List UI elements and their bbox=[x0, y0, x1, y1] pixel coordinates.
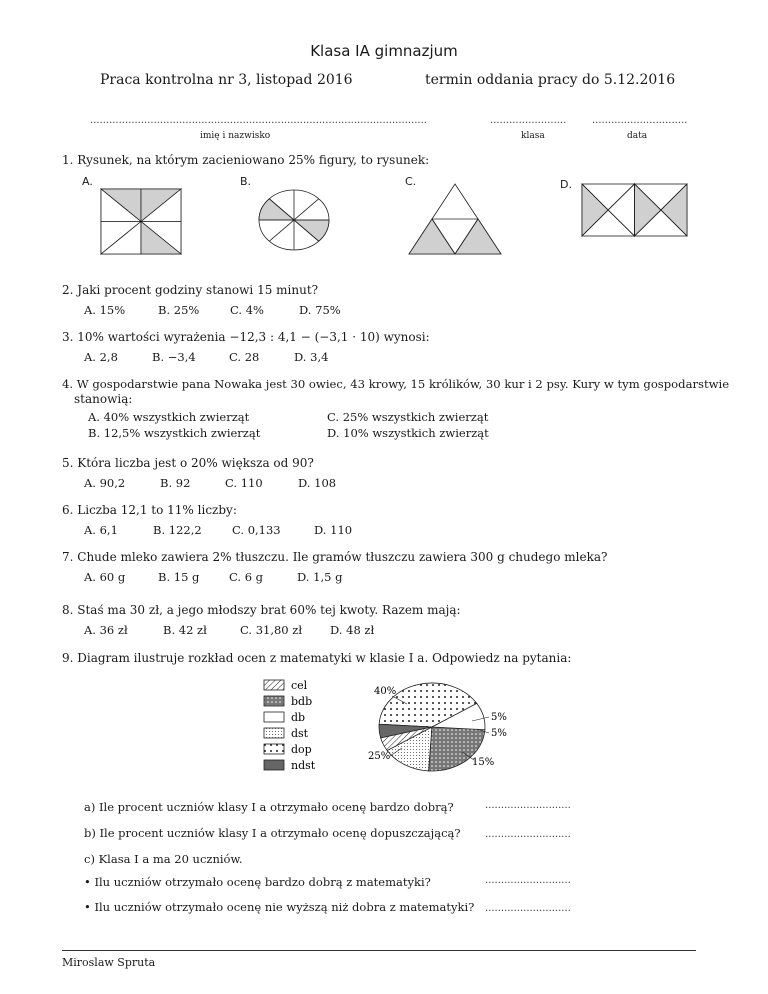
q7-option-c[interactable]: C. 6 g bbox=[229, 570, 264, 584]
page-title: Klasa IA gimnazjum bbox=[310, 42, 458, 60]
due-date: termin oddania pracy do 5.12.2016 bbox=[425, 72, 676, 88]
question-9: 9. Diagram ilustruje rozkład ocen z matematyki w klasie I a. Odpowiedz na pytania: bbox=[62, 651, 572, 665]
q1-option-a[interactable]: A. bbox=[82, 175, 93, 188]
legend-label-dst: dst bbox=[291, 727, 309, 740]
q4-option-d[interactable]: D. 10% wszystkich zwierząt bbox=[327, 426, 489, 440]
q7-option-a[interactable]: A. 60 g bbox=[84, 570, 126, 584]
question-2: 2. Jaki procent godziny stanowi 15 minut? bbox=[62, 283, 319, 297]
q4-option-c[interactable]: C. 25% wszystkich zwierząt bbox=[327, 410, 489, 424]
q5-option-c[interactable]: C. 110 bbox=[225, 476, 263, 490]
class-field[interactable]: ........................ bbox=[490, 115, 567, 126]
q8-option-c[interactable]: C. 31,80 zł bbox=[240, 623, 303, 637]
figure-b bbox=[258, 189, 330, 251]
question-6: 6. Liczba 12,1 to 11% liczby: bbox=[62, 503, 237, 517]
answer-c2[interactable]: ........................... bbox=[485, 903, 571, 914]
subquestion-c: c) Klasa I a ma 20 uczniów. bbox=[84, 852, 243, 866]
subquestion-a: a) Ile procent uczniów klasy I a otrzymało ocenę bardzo dobrą? bbox=[84, 800, 454, 814]
pie-label-2: 5% bbox=[491, 728, 507, 739]
legend-swatch-cel bbox=[264, 680, 284, 690]
legend-label-cel: cel bbox=[291, 679, 308, 692]
date-field[interactable]: .............................. bbox=[592, 115, 687, 126]
question-8: 8. Staś ma 30 zł, a jego młodszy brat 60% tej kwoty. Razem mają: bbox=[62, 603, 461, 617]
q2-option-b[interactable]: B. 25% bbox=[158, 303, 200, 317]
q3-option-c[interactable]: C. 28 bbox=[229, 350, 260, 364]
footer-author: Miroslaw Spruta bbox=[62, 956, 156, 969]
legend-label-db: db bbox=[291, 711, 306, 724]
q3-option-d[interactable]: D. 3,4 bbox=[294, 350, 329, 364]
q7-option-b[interactable]: B. 15 g bbox=[158, 570, 200, 584]
legend-swatch-bdb bbox=[264, 696, 284, 706]
q7-option-d[interactable]: D. 1,5 g bbox=[297, 570, 343, 584]
question-7: 7. Chude mleko zawiera 2% tłuszczu. Ile gramów tłuszczu zawiera 300 g chudego mleka? bbox=[62, 550, 608, 564]
legend-swatch-dop bbox=[264, 744, 284, 754]
legend-swatch-db bbox=[264, 712, 284, 722]
q2-option-a[interactable]: A. 15% bbox=[84, 303, 126, 317]
class-label: klasa bbox=[521, 131, 545, 141]
subquestion-c1: • Ilu uczniów otrzymało ocenę bardzo dobrą z matematyki? bbox=[84, 875, 431, 889]
legend-swatch-ndst bbox=[264, 760, 284, 770]
q8-option-a[interactable]: A. 36 zł bbox=[84, 623, 128, 637]
name-label: imię i nazwisko bbox=[200, 131, 271, 141]
assignment-title: Praca kontrolna nr 3, listopad 2016 bbox=[100, 72, 353, 88]
figure-a bbox=[101, 189, 181, 254]
legend-label-ndst: ndst bbox=[291, 759, 316, 772]
q5-option-a[interactable]: A. 90,2 bbox=[84, 476, 126, 490]
q1-option-b[interactable]: B. bbox=[240, 175, 252, 188]
q2-option-c[interactable]: C. 4% bbox=[230, 303, 264, 317]
q1-option-c[interactable]: C. bbox=[405, 175, 417, 188]
question-1: 1. Rysunek, na którym zacieniowano 25% figury, to rysunek: bbox=[62, 153, 430, 167]
q6-option-a[interactable]: A. 6,1 bbox=[84, 523, 118, 537]
q5-option-d[interactable]: D. 108 bbox=[298, 476, 337, 490]
q3-option-b[interactable]: B. −3,4 bbox=[152, 350, 196, 364]
answer-b[interactable]: ........................... bbox=[485, 829, 571, 840]
question-4-cont: stanowią: bbox=[74, 392, 133, 406]
legend-label-dop: dop bbox=[291, 743, 312, 756]
pie-label-4: 25% bbox=[368, 751, 391, 762]
q4-option-b[interactable]: B. 12,5% wszystkich zwierząt bbox=[88, 426, 261, 440]
q5-option-b[interactable]: B. 92 bbox=[160, 476, 191, 490]
question-4: 4. W gospodarstwie pana Nowaka jest 30 owiec, 43 krowy, 15 królików, 30 kur i 2 psy. Kury w tym gospodarstwie bbox=[62, 377, 730, 391]
q8-option-d[interactable]: D. 48 zł bbox=[330, 623, 375, 637]
q8-option-b[interactable]: B. 42 zł bbox=[163, 623, 207, 637]
question-3: 3. 10% wartości wyrażenia −12,3 : 4,1 − (−3,1 · 10) wynosi: bbox=[62, 330, 430, 344]
figure-c bbox=[409, 184, 501, 254]
pie-label-3: 15% bbox=[472, 757, 495, 768]
answer-c1[interactable]: ........................... bbox=[485, 875, 571, 886]
answer-a[interactable]: ........................... bbox=[485, 800, 571, 811]
date-label: data bbox=[627, 131, 648, 141]
pie-label-0: 40% bbox=[374, 686, 397, 697]
q6-option-b[interactable]: B. 122,2 bbox=[153, 523, 202, 537]
subquestion-b: b) Ile procent uczniów klasy I a otrzymało ocenę dopuszczającą? bbox=[84, 826, 461, 840]
q6-option-d[interactable]: D. 110 bbox=[314, 523, 353, 537]
pie-label-1: 5% bbox=[491, 712, 507, 723]
subquestion-c2: • Ilu uczniów otrzymało ocenę nie wyższą niż dobra z matematyki? bbox=[84, 900, 475, 914]
question-5: 5. Która liczba jest o 20% większa od 90? bbox=[62, 456, 314, 470]
q6-option-c[interactable]: C. 0,133 bbox=[232, 523, 281, 537]
figure-d bbox=[582, 184, 687, 236]
q2-option-d[interactable]: D. 75% bbox=[299, 303, 341, 317]
legend-label-bdb: bdb bbox=[291, 695, 313, 708]
grades-pie-chart bbox=[262, 676, 522, 776]
name-field[interactable]: .......................................................................................................... bbox=[90, 115, 427, 126]
q3-option-a[interactable]: A. 2,8 bbox=[84, 350, 118, 364]
q1-option-d[interactable]: D. bbox=[560, 178, 572, 191]
q4-option-a[interactable]: A. 40% wszystkich zwierząt bbox=[88, 410, 250, 424]
legend-swatch-dst bbox=[264, 728, 284, 738]
footer-divider bbox=[62, 950, 696, 951]
